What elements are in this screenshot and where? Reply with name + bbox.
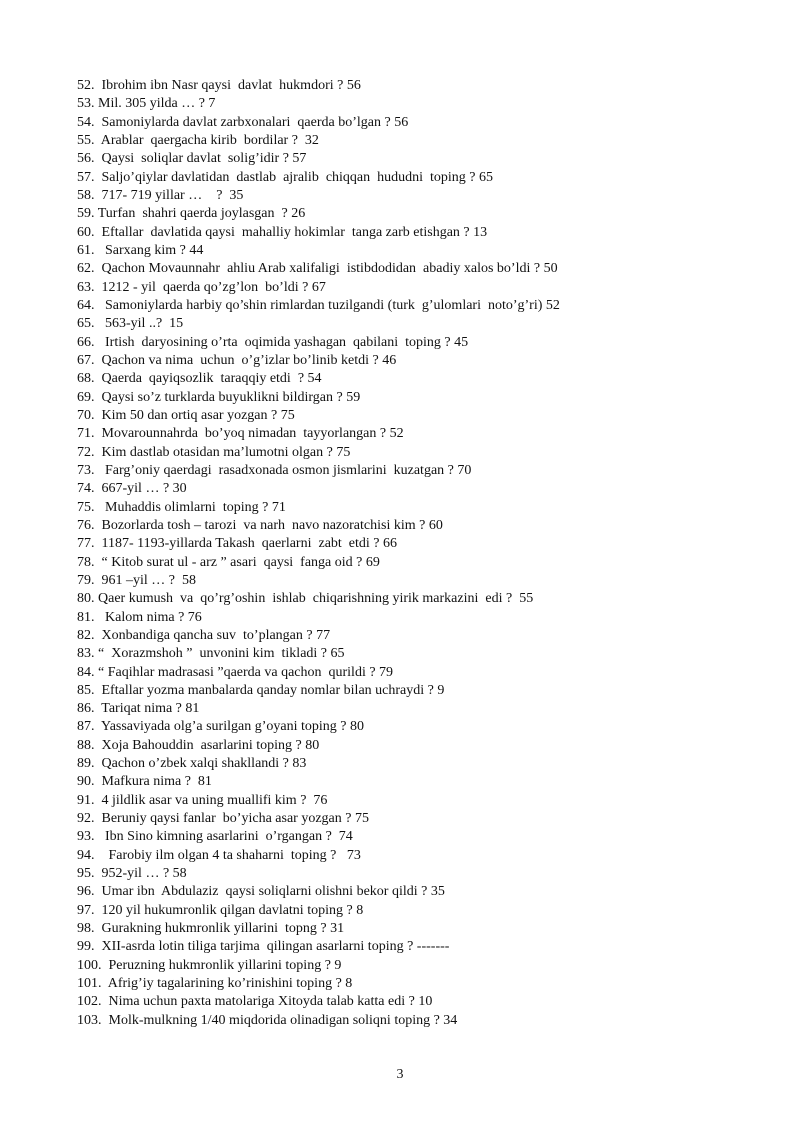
question-item: 77. 1187- 1193-yillarda Takash qaerlarni zabt etdi ? 66 <box>77 536 398 552</box>
question-item: 76. Bozorlarda tosh – tarozi va narh navo nazoratchisi kim ? 60 <box>77 517 443 533</box>
question-item: 54. Samoniylarda davlat zarbxonalari qaerda bo’lgan ? 56 <box>77 114 409 130</box>
question-item: 62. Qachon Movaunnahr ahliu Arab xalifaligi istibdodidan abadiy xalos bo’ldi ? 50 <box>77 261 558 277</box>
question-item: 75. Muhaddis olimlarni toping ? 71 <box>77 499 286 515</box>
question-item: 103. Molk-mulkning 1/40 miqdorida olinadigan soliqni toping ? 34 <box>77 1012 458 1028</box>
question-item: 80. Qaer kumush va qo’rg’oshin ishlab chiqarishning yirik markazini edi ? 55 <box>77 591 534 607</box>
question-item: 84. “ Faqihlar madrasasi ”qaerda va qachon qurildi ? 79 <box>77 664 394 680</box>
question-item: 52. Ibrohim ibn Nasr qaysi davlat hukmdori ? 56 <box>77 78 361 93</box>
question-item: 93. Ibn Sino kimning asarlarini o’rgangan ? 74 <box>77 829 353 845</box>
question-item: 70. Kim 50 dan ortiq asar yozgan ? 75 <box>77 407 295 423</box>
question-item: 63. 1212 - yil qaerda qo’zg’lon bo’ldi ? 67 <box>77 279 326 295</box>
question-item: 69. Qaysi so’z turklarda buyuklikni bildirgan ? 59 <box>77 389 361 405</box>
question-item: 100. Peruzning hukmronlik yillarini toping ? 9 <box>77 957 342 973</box>
question-item: 68. Qaerda qayiqsozlik taraqqiy etdi ? 54 <box>77 371 322 387</box>
question-item: 85. Eftallar yozma manbalarda qanday nomlar bilan uchraydi ? 9 <box>77 682 445 698</box>
question-item: 65. 563-yil ..? 15 <box>77 316 184 332</box>
question-item: 79. 961 –yil … ? 58 <box>77 572 196 588</box>
question-item: 59. Turfan shahri qaerda joylasgan ? 26 <box>77 206 306 222</box>
question-item: 88. Xoja Bahouddin asarlarini toping ? 80 <box>77 737 320 753</box>
question-item: 53. Mil. 305 yilda … ? 7 <box>77 96 216 112</box>
question-item: 82. Xonbandiga qancha suv to’plangan ? 77 <box>77 627 331 643</box>
question-item: 87. Yassaviyada olg’a surilgan g’oyani toping ? 80 <box>77 719 364 735</box>
question-item: 98. Gurakning hukmronlik yillarini topng ? 31 <box>77 921 345 937</box>
question-item: 102. Nima uchun paxta matolariga Xitoyda talab katta edi ? 10 <box>77 994 433 1010</box>
question-item: 89. Qachon o’zbek xalqi shakllandi ? 83 <box>77 756 307 772</box>
question-item: 95. 952-yil … ? 58 <box>77 866 187 882</box>
question-item: 72. Kim dastlab otasidan ma’lumotni olgan ? 75 <box>77 444 351 460</box>
question-item: 67. Qachon va nima uchun o’g’izlar bo’linib ketdi ? 46 <box>77 352 397 368</box>
question-item: 57. Saljo’qiylar davlatidan dastlab ajralib chiqqan hududni toping ? 65 <box>77 169 494 185</box>
question-list <box>77 77 777 1030</box>
question-item: 83. “ Xorazmshoh ” unvonini kim tikladi ? 65 <box>77 646 345 662</box>
question-item: 66. Irtish daryosining o’rta oqimida yashagan qabilani toping ? 45 <box>77 334 469 350</box>
question-item: 91. 4 jildlik asar va uning muallifi kim ? 76 <box>77 792 328 808</box>
question-item: 92. Beruniy qaysi fanlar bo’yicha asar yozgan ? 75 <box>77 811 369 827</box>
question-item: 94. Farobiy ilm olgan 4 ta shaharni toping ? 73 <box>77 847 361 863</box>
question-item: 78. “ Kitob surat ul - arz ” asari qaysi fanga oid ? 69 <box>77 554 380 570</box>
page-number: 3 <box>396 1067 404 1082</box>
question-item: 56. Qaysi soliqlar davlat solig’idir ? 57 <box>77 151 307 167</box>
question-item: 58. 717- 719 yillar … ? 35 <box>77 187 244 203</box>
question-item: 64. Samoniylarda harbiy qo’shin rimlardan tuzilgandi (turk g’ulomlari noto’g’ri) 52 <box>77 297 560 313</box>
question-item: 101. Afrig’iy tagalarining ko’rinishini toping ? 8 <box>77 976 353 992</box>
question-item: 61. Sarxang kim ? 44 <box>77 242 204 258</box>
question-item: 96. Umar ibn Abdulaziz qaysi soliqlarni olishni bekor qildi ? 35 <box>77 884 445 900</box>
question-item: 74. 667-yil … ? 30 <box>77 481 187 497</box>
question-item: 81. Kalom nima ? 76 <box>77 609 202 625</box>
question-item: 99. XII-asrda lotin tiliga tarjima qilingan asarlarni toping ? ------- <box>77 939 450 955</box>
question-item: 90. Mafkura nima ? 81 <box>77 774 212 790</box>
question-item: 86. Tariqat nima ? 81 <box>77 701 200 717</box>
question-item: 55. Arablar qaergacha kirib bordilar ? 32 <box>77 132 319 148</box>
question-item: 97. 120 yil hukumronlik qilgan davlatni toping ? 8 <box>77 902 364 918</box>
question-item: 73. Farg’oniy qaerdagi rasadxonada osmon jismlarini kuzatgan ? 70 <box>77 462 472 478</box>
question-item: 71. Movarounnahrda bo’yoq nimadan tayyorlangan ? 52 <box>77 426 404 442</box>
question-item: 60. Eftallar davlatida qaysi mahalliy hokimlar tanga zarb etishgan ? 13 <box>77 224 488 240</box>
